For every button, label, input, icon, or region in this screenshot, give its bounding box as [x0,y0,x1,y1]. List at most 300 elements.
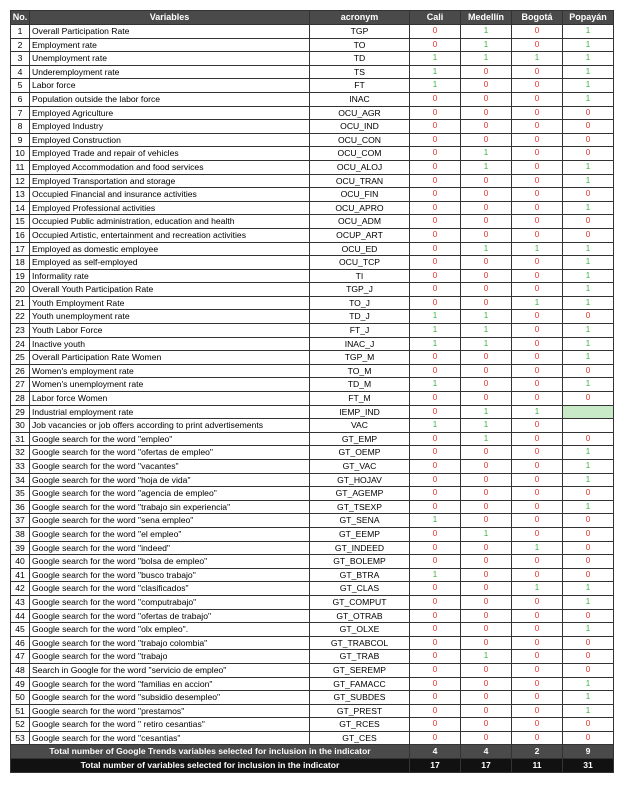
selection-flag-medellin: 0 [461,677,512,691]
table-row [11,215,614,229]
variable-name: Google search for the word "sena empleo" [30,514,310,528]
selection-flag-popayan: 1 [563,92,614,106]
variable-name: Google search for the word " retiro cesantias" [30,718,310,732]
selection-flag-medellin: 0 [461,269,512,283]
selection-flag-medellin: 1 [461,38,512,52]
selection-flag-cali: 0 [410,541,461,555]
selection-flag-medellin: 0 [461,691,512,705]
row-number: 8 [11,120,30,134]
variable-name: Population outside the labor force [30,92,310,106]
table-row [11,432,614,446]
table-row [11,527,614,541]
acronym: OCU_ADM [310,215,410,229]
selection-flag-popayan: 0 [563,555,614,569]
selection-flag-cali: 0 [410,296,461,310]
table-row [11,351,614,365]
table-row [11,704,614,718]
row-number: 31 [11,432,30,446]
selection-flag-popayan: 0 [563,609,614,623]
table-row [11,228,614,242]
row-number: 42 [11,582,30,596]
row-number: 43 [11,595,30,609]
selection-flag-cali: 0 [410,351,461,365]
header-row [11,11,614,25]
selection-flag-medellin: 0 [461,568,512,582]
selection-flag-bogota: 0 [512,269,563,283]
variable-name: Underemployment rate [30,65,310,79]
acronym: OCU_APRO [310,201,410,215]
selection-flag-medellin: 1 [461,310,512,324]
variable-name: Google search for the word "trabajo colombia" [30,636,310,650]
selection-flag-medellin: 1 [461,337,512,351]
selection-flag-medellin: 0 [461,555,512,569]
selection-flag-popayan: 0 [563,392,614,406]
selection-flag-medellin: 0 [461,378,512,392]
row-number: 13 [11,188,30,202]
selection-flag-bogota: 0 [512,623,563,637]
selection-flag-cali: 0 [410,487,461,501]
variable-name: Google search for the word "trabajo sin experiencia" [30,500,310,514]
selection-flag-popayan: 0 [563,650,614,664]
table-row [11,25,614,39]
selection-flag-cali: 1 [410,310,461,324]
acronym: GT_COMPUT [310,595,410,609]
row-number: 39 [11,541,30,555]
selection-flag-cali: 0 [410,283,461,297]
selection-flag-popayan: 1 [563,446,614,460]
row-number: 7 [11,106,30,120]
gt-total-popayan: 9 [563,745,614,759]
acronym: INAC_J [310,337,410,351]
selection-flag-medellin: 0 [461,79,512,93]
selection-flag-popayan: 1 [563,460,614,474]
overall-total-label: Total number of variables selected for inclusion in the indicator [11,759,410,773]
acronym: GT_TRABCOL [310,636,410,650]
selection-flag-popayan: 1 [563,623,614,637]
selection-flag-cali: 0 [410,718,461,732]
gt-total-medellin: 4 [461,745,512,759]
row-number: 29 [11,405,30,419]
selection-flag-cali: 0 [410,92,461,106]
acronym: GT_OTRAB [310,609,410,623]
acronym: OCUP_ART [310,228,410,242]
selection-flag-medellin: 1 [461,650,512,664]
gt-total-row [11,745,614,759]
acronym: TO [310,38,410,52]
selection-flag-popayan: 1 [563,174,614,188]
table-row [11,582,614,596]
row-number: 47 [11,650,30,664]
variable-name: Employed Construction [30,133,310,147]
row-number: 2 [11,38,30,52]
acronym: TD_J [310,310,410,324]
selection-flag-bogota: 0 [512,731,563,745]
selection-flag-popayan: 1 [563,704,614,718]
variable-name: Labor force Women [30,392,310,406]
variable-name: Industrial employment rate [30,405,310,419]
selection-flag-medellin: 0 [461,364,512,378]
selection-flag-medellin: 0 [461,718,512,732]
acronym: FT [310,79,410,93]
row-number: 51 [11,704,30,718]
selection-flag-medellin: 0 [461,636,512,650]
selection-flag-cali: 0 [410,582,461,596]
selection-flag-cali: 0 [410,106,461,120]
selection-flag-bogota: 0 [512,65,563,79]
variable-name: Employed Professional activities [30,201,310,215]
selection-flag-medellin: 0 [461,500,512,514]
row-number: 35 [11,487,30,501]
selection-flag-cali: 0 [410,160,461,174]
variable-name: Google search for the word "empleo" [30,432,310,446]
selection-flag-medellin: 0 [461,65,512,79]
row-number: 50 [11,691,30,705]
table-row [11,364,614,378]
selection-flag-cali: 0 [410,120,461,134]
selection-flag-popayan: 0 [563,120,614,134]
acronym: GT_TSEXP [310,500,410,514]
variable-name: Employed Transportation and storage [30,174,310,188]
acronym: GT_PREST [310,704,410,718]
table-row [11,283,614,297]
selection-flag-popayan: 0 [563,514,614,528]
acronym: GT_VAC [310,460,410,474]
selection-flag-bogota: 0 [512,310,563,324]
selection-flag-bogota: 0 [512,568,563,582]
acronym: GT_INDEED [310,541,410,555]
variable-name: Job vacancies or job offers according to print advertisements [30,419,310,433]
row-number: 27 [11,378,30,392]
selection-flag-medellin: 0 [461,514,512,528]
selection-flag-bogota: 0 [512,38,563,52]
selection-flag-bogota: 1 [512,405,563,419]
table-row [11,106,614,120]
selection-flag-medellin: 1 [461,160,512,174]
selection-flag-bogota: 0 [512,215,563,229]
selection-flag-medellin: 1 [461,25,512,39]
selection-flag-medellin: 0 [461,623,512,637]
selection-flag-medellin: 0 [461,215,512,229]
variable-name: Overall Participation Rate [30,25,310,39]
overall-total-cali: 17 [410,759,461,773]
row-number: 48 [11,663,30,677]
table-row [11,473,614,487]
row-number: 30 [11,419,30,433]
selection-flag-medellin: 0 [461,595,512,609]
variable-name: Google search for the word "agencia de empleo" [30,487,310,501]
acronym: GT_AGEMP [310,487,410,501]
header-bogota: Bogotá [512,11,563,25]
selection-flag-cali: 0 [410,188,461,202]
table-row [11,52,614,66]
selection-flag-medellin: 1 [461,405,512,419]
selection-flag-medellin: 0 [461,228,512,242]
header-cali: Cali [410,11,461,25]
row-number: 40 [11,555,30,569]
acronym: GT_SEREMP [310,663,410,677]
acronym: GT_OLXE [310,623,410,637]
acronym: GT_BOLEMP [310,555,410,569]
row-number: 20 [11,283,30,297]
selection-flag-cali: 0 [410,133,461,147]
acronym: VAC [310,419,410,433]
selection-flag-bogota: 0 [512,25,563,39]
table-body [11,25,614,745]
variable-name: Employed Industry [30,120,310,134]
table-row [11,174,614,188]
table-row [11,446,614,460]
acronym: TD [310,52,410,66]
variable-name: Google search for the word "prestamos" [30,704,310,718]
selection-flag-popayan: 1 [563,595,614,609]
variable-name: Informality rate [30,269,310,283]
row-number: 37 [11,514,30,528]
selection-flag-cali: 0 [410,663,461,677]
variable-name: Google search for the word "olx empleo". [30,623,310,637]
selection-flag-medellin: 0 [461,609,512,623]
selection-flag-popayan: 0 [563,527,614,541]
table-row [11,731,614,745]
selection-flag-bogota: 0 [512,514,563,528]
selection-flag-bogota: 0 [512,650,563,664]
selection-flag-bogota: 0 [512,609,563,623]
table-row [11,609,614,623]
selection-flag-popayan: 1 [563,337,614,351]
table-row [11,636,614,650]
selection-flag-cali: 1 [410,324,461,338]
selection-flag-popayan: 0 [563,718,614,732]
selection-flag-popayan: 0 [563,731,614,745]
selection-flag-cali: 0 [410,704,461,718]
table-row [11,650,614,664]
acronym: IEMP_IND [310,405,410,419]
selection-flag-medellin: 0 [461,120,512,134]
acronym: OCU_IND [310,120,410,134]
selection-flag-medellin: 0 [461,473,512,487]
acronym: GT_CLAS [310,582,410,596]
variable-name: Google search for the word "ofertas de empleo" [30,446,310,460]
header-medellin: Medellín [461,11,512,25]
acronym: TI [310,269,410,283]
selection-flag-bogota: 0 [512,133,563,147]
selection-flag-popayan: 0 [563,432,614,446]
selection-flag-popayan: 1 [563,160,614,174]
table-row [11,296,614,310]
acronym: GT_EEMP [310,527,410,541]
selection-flag-popayan: 0 [563,636,614,650]
selection-flag-cali: 0 [410,25,461,39]
acronym: INAC [310,92,410,106]
selection-flag-medellin: 0 [461,296,512,310]
row-number: 25 [11,351,30,365]
acronym: OCU_ALOJ [310,160,410,174]
selection-flag-bogota: 0 [512,160,563,174]
selection-flag-popayan: 0 [563,147,614,161]
selection-flag-bogota: 0 [512,473,563,487]
selection-flag-popayan: 1 [563,677,614,691]
selection-flag-cali: 0 [410,446,461,460]
acronym: GT_BTRA [310,568,410,582]
selection-flag-popayan: 0 [563,188,614,202]
row-number: 46 [11,636,30,650]
table-row [11,419,614,433]
row-number: 24 [11,337,30,351]
row-number: 15 [11,215,30,229]
selection-flag-bogota: 0 [512,324,563,338]
row-number: 21 [11,296,30,310]
table-row [11,188,614,202]
variable-name: Google search for the word "hoja de vida" [30,473,310,487]
selection-flag-popayan: 1 [563,473,614,487]
selection-flag-cali: 0 [410,242,461,256]
selection-flag-cali: 0 [410,38,461,52]
selection-flag-medellin: 0 [461,582,512,596]
selection-flag-cali: 0 [410,500,461,514]
variable-name: Employed as self-employed [30,256,310,270]
row-number: 34 [11,473,30,487]
selection-flag-bogota: 0 [512,174,563,188]
selection-flag-cali: 1 [410,52,461,66]
selection-flag-medellin: 0 [461,188,512,202]
acronym: OCU_CON [310,133,410,147]
acronym: GT_FAMACC [310,677,410,691]
header-acronym: acronym [310,11,410,25]
row-number: 3 [11,52,30,66]
row-number: 41 [11,568,30,582]
selection-flag-bogota: 0 [512,378,563,392]
selection-flag-medellin: 1 [461,419,512,433]
selection-flag-cali: 0 [410,364,461,378]
acronym: FT_M [310,392,410,406]
acronym: TS [310,65,410,79]
selection-flag-bogota: 0 [512,677,563,691]
selection-flag-popayan: 0 [563,228,614,242]
row-number: 1 [11,25,30,39]
selection-flag-bogota: 0 [512,337,563,351]
selection-flag-cali: 0 [410,269,461,283]
selection-flag-medellin: 1 [461,147,512,161]
selection-flag-medellin: 1 [461,242,512,256]
variable-name: Employment rate [30,38,310,52]
selection-flag-cali: 0 [410,636,461,650]
overall-total-row [11,759,614,773]
variables-table [10,10,614,773]
selection-flag-medellin: 0 [461,731,512,745]
variable-name: Google search for the word "cesantias" [30,731,310,745]
row-number: 44 [11,609,30,623]
variable-name: Overall Youth Participation Rate [30,283,310,297]
selection-flag-popayan: 0 [563,487,614,501]
variable-name: Google search for the word "trabajo [30,650,310,664]
selection-flag-bogota: 0 [512,92,563,106]
gt-total-cali: 4 [410,745,461,759]
selection-flag-popayan: 1 [563,324,614,338]
selection-flag-bogota: 0 [512,228,563,242]
selection-flag-medellin: 0 [461,283,512,297]
variable-name: Google search for the word "bolsa de empleo" [30,555,310,569]
overall-total-medellin: 17 [461,759,512,773]
variable-name: Google search for the word "el empleo" [30,527,310,541]
row-number: 11 [11,160,30,174]
selection-flag-popayan: 0 [563,106,614,120]
selection-flag-bogota: 1 [512,296,563,310]
variable-name: Youth Labor Force [30,324,310,338]
selection-flag-popayan: 0 [563,310,614,324]
table-row [11,514,614,528]
header-variables: Variables [30,11,310,25]
acronym: TGP_M [310,351,410,365]
row-number: 5 [11,79,30,93]
selection-flag-popayan: 1 [563,283,614,297]
variable-name: Google search for the word "busco trabajo" [30,568,310,582]
acronym: OCU_TRAN [310,174,410,188]
selection-flag-medellin: 1 [461,52,512,66]
table-row [11,500,614,514]
selection-flag-medellin: 0 [461,106,512,120]
variables-table-container [10,10,614,773]
selection-flag-cali: 0 [410,256,461,270]
selection-flag-bogota: 0 [512,147,563,161]
selection-flag-cali: 0 [410,228,461,242]
selection-flag-bogota: 0 [512,283,563,297]
selection-flag-medellin: 0 [461,541,512,555]
selection-flag-bogota: 0 [512,691,563,705]
selection-flag-popayan: 1 [563,65,614,79]
selection-flag-popayan: 1 [563,201,614,215]
variable-name: Occupied Financial and insurance activities [30,188,310,202]
row-number: 9 [11,133,30,147]
selection-flag-popayan: 1 [563,500,614,514]
row-number: 23 [11,324,30,338]
variable-name: Google search for the word "computrabajo" [30,595,310,609]
selection-flag-bogota: 0 [512,595,563,609]
acronym: OCU_FIN [310,188,410,202]
table-row [11,201,614,215]
table-row [11,269,614,283]
selection-flag-medellin: 1 [461,527,512,541]
selection-flag-bogota: 0 [512,718,563,732]
table-row [11,310,614,324]
variable-name: Women's employment rate [30,364,310,378]
variable-name: Google search for the word "indeed" [30,541,310,555]
selection-flag-medellin: 0 [461,392,512,406]
table-row [11,378,614,392]
row-number: 19 [11,269,30,283]
acronym: TGP_J [310,283,410,297]
selection-flag-cali: 1 [410,514,461,528]
row-number: 10 [11,147,30,161]
row-number: 17 [11,242,30,256]
selection-flag-bogota: 0 [512,188,563,202]
table-row [11,242,614,256]
table-row [11,38,614,52]
selection-flag-popayan: 0 [563,364,614,378]
selection-flag-medellin: 0 [461,256,512,270]
selection-flag-cali: 0 [410,623,461,637]
selection-flag-cali: 0 [410,147,461,161]
selection-flag-bogota: 0 [512,704,563,718]
table-row [11,405,614,419]
selection-flag-bogota: 0 [512,106,563,120]
header-no: No. [11,11,30,25]
selection-flag-cali: 0 [410,460,461,474]
variable-name: Google search for the word "clasificados" [30,582,310,596]
selection-flag-cali: 0 [410,609,461,623]
acronym: TGP [310,25,410,39]
row-number: 52 [11,718,30,732]
row-number: 16 [11,228,30,242]
acronym: GT_RCES [310,718,410,732]
